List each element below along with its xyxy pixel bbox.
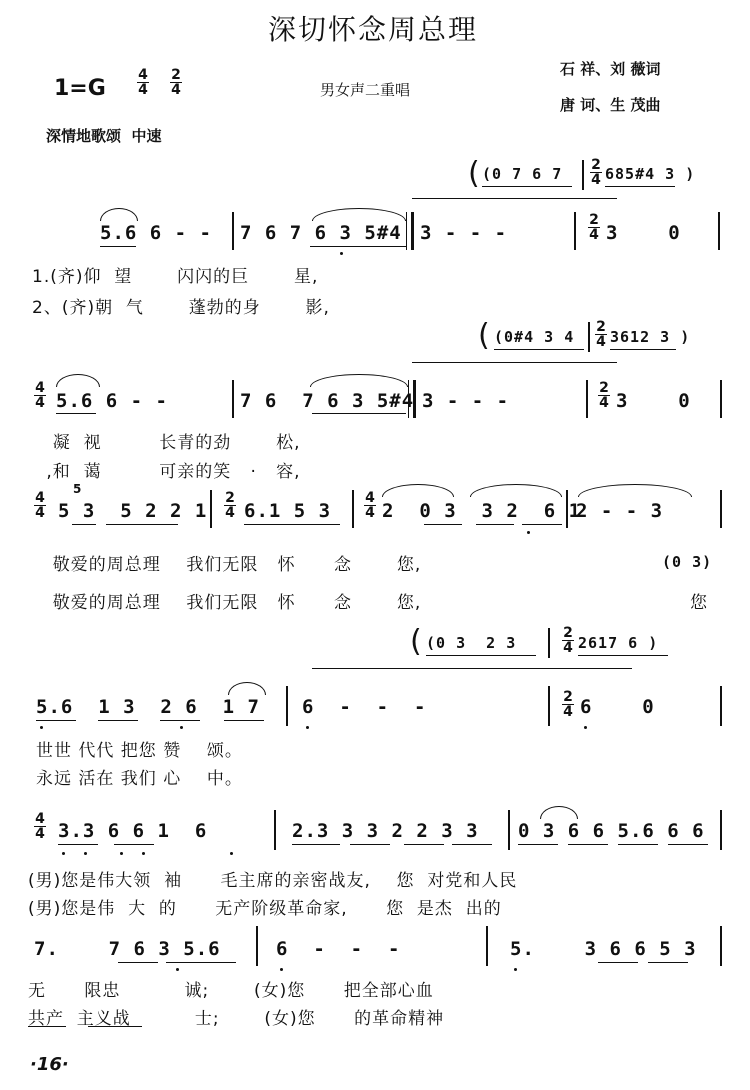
underline (618, 844, 658, 845)
barline (352, 490, 354, 528)
barline (210, 490, 212, 528)
measure-1-notes: 5 3 5 2 2 1 (58, 500, 208, 522)
measure-2-notes: 7 6 7 6 3 5#4 (240, 222, 402, 244)
lyric-verse-1: 凝 视 长青的劲 松, (40, 433, 301, 453)
slur (382, 484, 454, 497)
intro-notes: (0#4 3 4 (494, 328, 575, 346)
pickup-lyric: 您 (690, 593, 708, 613)
repeat-barline (408, 380, 416, 418)
lyric-verse-1: 1.(齐)仰 望 闪闪的巨 星, (32, 267, 319, 287)
key-signature: 1=G (54, 76, 106, 101)
barline (720, 810, 722, 850)
underline (114, 844, 154, 845)
intro-paren-open: ( (410, 624, 422, 659)
underline (404, 844, 444, 845)
barline (256, 926, 258, 966)
low-dot (306, 726, 309, 729)
low-dot (230, 852, 233, 855)
song-title: 深切怀念周总理 (268, 13, 479, 46)
lyric-verse-2: ,和 蔼 可亲的笑 · 容, (40, 462, 301, 482)
lyric-underline (88, 1026, 142, 1027)
time-signature-2-4: $\frac{2}{4}$ (563, 625, 573, 656)
measure-1-notes: 5.6 6 - - (100, 222, 212, 244)
intro-notes: 3612 3 ) (610, 328, 691, 346)
underline (312, 413, 406, 414)
slur (312, 208, 406, 221)
underline (598, 962, 638, 963)
measure-3-notes: 3 - - - (420, 222, 508, 244)
low-dot (176, 968, 179, 971)
barline (548, 686, 550, 726)
lyric-verse-2: 永远 活在 我们 心 中。 (36, 769, 243, 789)
low-dot (514, 968, 517, 971)
time-signature-4-4: $\frac{4}{4}$ (35, 380, 45, 411)
underline (610, 349, 676, 350)
underline (350, 844, 390, 845)
lyricist-credit: 石 祥、刘 薇词 (560, 60, 661, 78)
time-signature-2-4: $\frac{2}{4}$ (589, 212, 599, 243)
underline (452, 844, 492, 845)
underline (518, 844, 558, 845)
page-number: ·16· (30, 1054, 69, 1075)
time-signature-2-4: $\frac{2}{4}$ (591, 157, 601, 188)
lyric-verse-1: 世世 代代 把您 赞 颂。 (36, 741, 243, 761)
measure-3-notes: 5. 3 6 6 5 3 (510, 938, 697, 960)
underline (100, 246, 136, 247)
underline (36, 720, 76, 721)
underline (98, 720, 138, 721)
low-dot (40, 726, 43, 729)
lyric-verse-2: (男)您是伟 大 的 无产阶级革命家, 您 是杰 出的 (28, 899, 502, 919)
barline (588, 322, 590, 352)
grace-note: 5 (73, 482, 82, 496)
time-signature-2-4: $\frac{2}{4}$ (225, 490, 235, 521)
underline (578, 655, 668, 656)
intro-bracket (412, 198, 617, 199)
measure-2-notes: 6.1 5 3 (244, 500, 332, 522)
underline (244, 524, 340, 525)
low-dot (84, 852, 87, 855)
underline (72, 524, 96, 525)
measure-2-notes: 2.3 3 3 2 2 3 3 (292, 820, 479, 842)
interlude-notes: (0 3) (662, 553, 713, 571)
underline (424, 524, 462, 525)
underline (476, 524, 514, 525)
barline (274, 810, 276, 850)
intro-bracket (412, 362, 617, 363)
low-dot (340, 252, 343, 255)
lyric-verse-2: 敬爱的周总理 我们无限 怀 念 您, (40, 593, 422, 613)
time-signature-2-4: $\frac{2}{4}$ (596, 319, 606, 350)
time-signature-4-4: $\frac{4}{4}$ (138, 67, 148, 98)
barline (720, 686, 722, 726)
intro-notes: 685#4 3 ) (605, 165, 696, 183)
lyric-verse-1: 无 限忠 诚; (女)您 把全部心血 (28, 981, 434, 1001)
measure-3-notes: 3 - - - (422, 390, 510, 412)
measure-4-notes: 2 - - 3 (576, 500, 664, 522)
underline (310, 246, 406, 247)
intro-bracket (312, 668, 632, 669)
barline (548, 628, 550, 658)
intro-notes: 2617 6 ) (578, 634, 659, 652)
barline (486, 926, 488, 966)
slur (100, 208, 138, 221)
expression-marking: 深情地歌颂 中速 (46, 127, 162, 145)
intro-notes: (0 7 6 7 (482, 165, 563, 183)
underline (605, 186, 675, 187)
barline (720, 926, 722, 966)
low-dot (180, 726, 183, 729)
underline (106, 524, 178, 525)
barline (232, 380, 234, 418)
barline (586, 380, 588, 418)
lyric-verse-1: 敬爱的周总理 我们无限 怀 念 您, (40, 555, 422, 575)
time-signature-2-4: $\frac{2}{4}$ (563, 689, 573, 720)
measure-2-notes: 6 - - - (276, 938, 401, 960)
underline (426, 655, 536, 656)
composer-credit: 唐 诃、生 茂曲 (560, 96, 661, 114)
barline (582, 160, 584, 190)
barline (508, 810, 510, 850)
low-dot (527, 531, 530, 534)
time-signature-4-4: $\frac{4}{4}$ (365, 490, 375, 521)
repeat-barline (406, 212, 414, 250)
underline (494, 349, 584, 350)
low-dot (142, 852, 145, 855)
underline (292, 844, 340, 845)
slur (470, 484, 562, 497)
performance-type: 男女声二重唱 (320, 81, 411, 99)
slur (56, 374, 100, 387)
lyric-verse-1: (男)您是伟大领 袖 毛主席的亲密战友, 您 对党和人民 (28, 871, 518, 891)
slur (228, 682, 266, 695)
slur (310, 374, 408, 387)
low-dot (280, 968, 283, 971)
lyric-verse-2: 2、(齐)朝 气 蓬勃的身 影, (32, 298, 330, 318)
lyric-verse-2: 共产 主义战 士; (女)您 的革命精神 (28, 1009, 445, 1029)
barline (232, 212, 234, 250)
measure-1-notes: 7. 7 6 3 5.6 (34, 938, 221, 960)
barline (718, 212, 720, 250)
intro-paren-open: ( (478, 318, 490, 353)
slur (578, 484, 692, 497)
barline (720, 490, 722, 528)
low-dot (62, 852, 65, 855)
measure-3-notes: 2 0 3 3 2 6 1 (382, 500, 582, 522)
underline (160, 720, 200, 721)
underline (224, 720, 264, 721)
measure-1-notes: 3.3 6 6 1 6 (58, 820, 208, 842)
measure-4-notes: 3 0 (616, 390, 691, 412)
measure-2-notes: 6 - - - (302, 696, 427, 718)
underline (118, 962, 158, 963)
underline (668, 844, 708, 845)
underline (166, 962, 236, 963)
measure-1-notes: 5.6 1 3 2 6 1 7 (36, 696, 260, 718)
intro-notes: (0 3 2 3 (426, 634, 517, 652)
low-dot (120, 852, 123, 855)
underline (522, 524, 562, 525)
time-signature-4-4: $\frac{4}{4}$ (35, 811, 45, 842)
underline (56, 413, 96, 414)
time-signature-2-4: $\frac{2}{4}$ (171, 67, 181, 98)
measure-4-notes: 3 0 (606, 222, 681, 244)
low-dot (584, 726, 587, 729)
lyric-underline (28, 1026, 66, 1027)
underline (568, 844, 608, 845)
intro-paren-open: ( (468, 156, 480, 191)
measure-1-notes: 5.6 6 - - (56, 390, 168, 412)
time-signature-4-4: $\frac{4}{4}$ (35, 490, 45, 521)
barline (566, 490, 568, 528)
measure-3-notes: 6 0 (580, 696, 655, 718)
time-signature-2-4: $\frac{2}{4}$ (599, 380, 609, 411)
slur (540, 806, 578, 819)
underline (482, 186, 572, 187)
measure-2-notes: 7 6 7 6 3 5#4 (240, 390, 415, 412)
barline (286, 686, 288, 726)
barline (720, 380, 722, 418)
underline (58, 844, 98, 845)
barline (574, 212, 576, 250)
underline (648, 962, 688, 963)
measure-3-notes: 0 3 6 6 5.6 6 6 (518, 820, 705, 842)
